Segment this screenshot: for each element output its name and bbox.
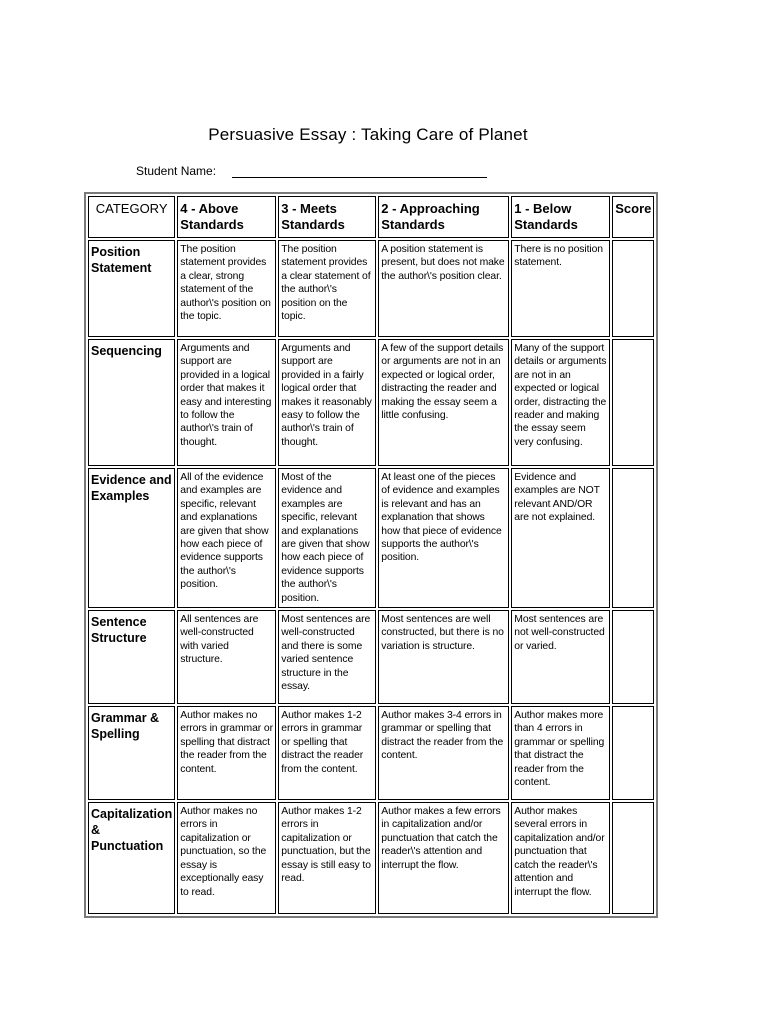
rubric-row-sentence-structure bbox=[88, 610, 654, 704]
level-3-description: Author makes 1-2 errors in capitalization or punctuation, but the essay is still easy to read. bbox=[278, 802, 376, 914]
row-category: Sentence Structure bbox=[88, 610, 175, 704]
level-1-description: Author makes more than 4 errors in grammar or spelling that distract the reader from the content. bbox=[511, 706, 610, 800]
score-cell[interactable] bbox=[612, 468, 654, 608]
level-3-description: Author makes 1-2 errors in grammar or spelling that distract the reader from the content. bbox=[278, 706, 376, 800]
student-name-field bbox=[136, 164, 487, 178]
row-category: Grammar & Spelling bbox=[88, 706, 175, 800]
level-4-description: Author makes no errors in capitalization or punctuation, so the essay is exceptionally easy to read. bbox=[177, 802, 276, 914]
level-3-description: The position statement provides a clear statement of the author\'s position on the topic. bbox=[278, 240, 376, 337]
header-score: Score bbox=[612, 196, 654, 238]
level-2-description: A position statement is present, but does not make the author\'s position clear. bbox=[378, 240, 509, 337]
header-level-2: 2 - Approaching Standards bbox=[378, 196, 509, 238]
score-cell[interactable] bbox=[612, 240, 654, 337]
level-1-description: Most sentences are not well-constructed or varied. bbox=[511, 610, 610, 704]
rubric-row-grammar-spelling bbox=[88, 706, 654, 800]
header-level-1: 1 - Below Standards bbox=[511, 196, 610, 238]
rubric-row-evidence-and-examples bbox=[88, 468, 654, 608]
level-4-description: All of the evidence and examples are specific, relevant and explanations are given that show how each piece of evidence supports the author\'s position. bbox=[177, 468, 276, 608]
rubric-row-position-statement bbox=[88, 240, 654, 337]
header-level-4: 4 - Above Standards bbox=[177, 196, 276, 238]
document-title: Persuasive Essay : Taking Care of Planet bbox=[208, 125, 528, 144]
level-2-description: Author makes 3-4 errors in grammar or spelling that distract the reader from the content. bbox=[378, 706, 509, 800]
level-1-description: Many of the support details or arguments are not in an expected or logical order, distracting the reader and making the essay seem very confusing. bbox=[511, 339, 610, 466]
row-category: Position Statement bbox=[88, 240, 175, 337]
row-category: Capitalization & Punctuation bbox=[88, 802, 175, 914]
student-name-label: Student Name: bbox=[136, 164, 217, 178]
rubric-table bbox=[86, 194, 656, 916]
level-4-description: All sentences are well-constructed with varied structure. bbox=[177, 610, 276, 704]
rubric-row-sequencing bbox=[88, 339, 654, 466]
header-level-3: 3 - Meets Standards bbox=[278, 196, 376, 238]
level-2-description: At least one of the pieces of evidence and examples is relevant and has an explanation that shows how that piece of evidence supports the author\'s position. bbox=[378, 468, 509, 608]
level-3-description: Most of the evidence and examples are specific, relevant and explanations are given that show how each piece of evidence supports the author\'s position. bbox=[278, 468, 376, 608]
level-1-description: There is no position statement. bbox=[511, 240, 610, 337]
score-cell[interactable] bbox=[612, 802, 654, 914]
header-category: CATEGORY bbox=[88, 196, 175, 238]
score-cell[interactable] bbox=[612, 339, 654, 466]
row-category: Sequencing bbox=[88, 339, 175, 466]
level-2-description: Most sentences are well constructed, but there is no variation is structure. bbox=[378, 610, 509, 704]
level-3-description: Most sentences are well-constructed and there is some varied sentence structure in the essay. bbox=[278, 610, 376, 704]
student-name-blank-line bbox=[232, 165, 487, 178]
row-category: Evidence and Examples bbox=[88, 468, 175, 608]
level-3-description: Arguments and support are provided in a fairly logical order that makes it reasonably easy to follow the author\'s train of thought. bbox=[278, 339, 376, 466]
level-2-description: A few of the support details or arguments are not in an expected or logical order, distracting the reader and making the essay seem a little confusing. bbox=[378, 339, 509, 466]
score-cell[interactable] bbox=[612, 610, 654, 704]
rubric-header-row bbox=[88, 196, 654, 238]
score-cell[interactable] bbox=[612, 706, 654, 800]
rubric-row-capitalization-punctuation bbox=[88, 802, 654, 914]
level-1-description: Evidence and examples are NOT relevant AND/OR are not explained. bbox=[511, 468, 610, 608]
rubric-table-frame bbox=[84, 192, 658, 918]
level-4-description: Arguments and support are provided in a logical order that makes it easy and interesting to follow the author\'s train of thought. bbox=[177, 339, 276, 466]
level-4-description: The position statement provides a clear, strong statement of the author\'s position on the topic. bbox=[177, 240, 276, 337]
level-2-description: Author makes a few errors in capitalization and/or punctuation that catch the reader\'s attention and interrupt the flow. bbox=[378, 802, 509, 914]
level-1-description: Author makes several errors in capitalization and/or punctuation that catch the reader\'s attention and interrupt the flow. bbox=[511, 802, 610, 914]
level-4-description: Author makes no errors in grammar or spelling that distract the reader from the content. bbox=[177, 706, 276, 800]
